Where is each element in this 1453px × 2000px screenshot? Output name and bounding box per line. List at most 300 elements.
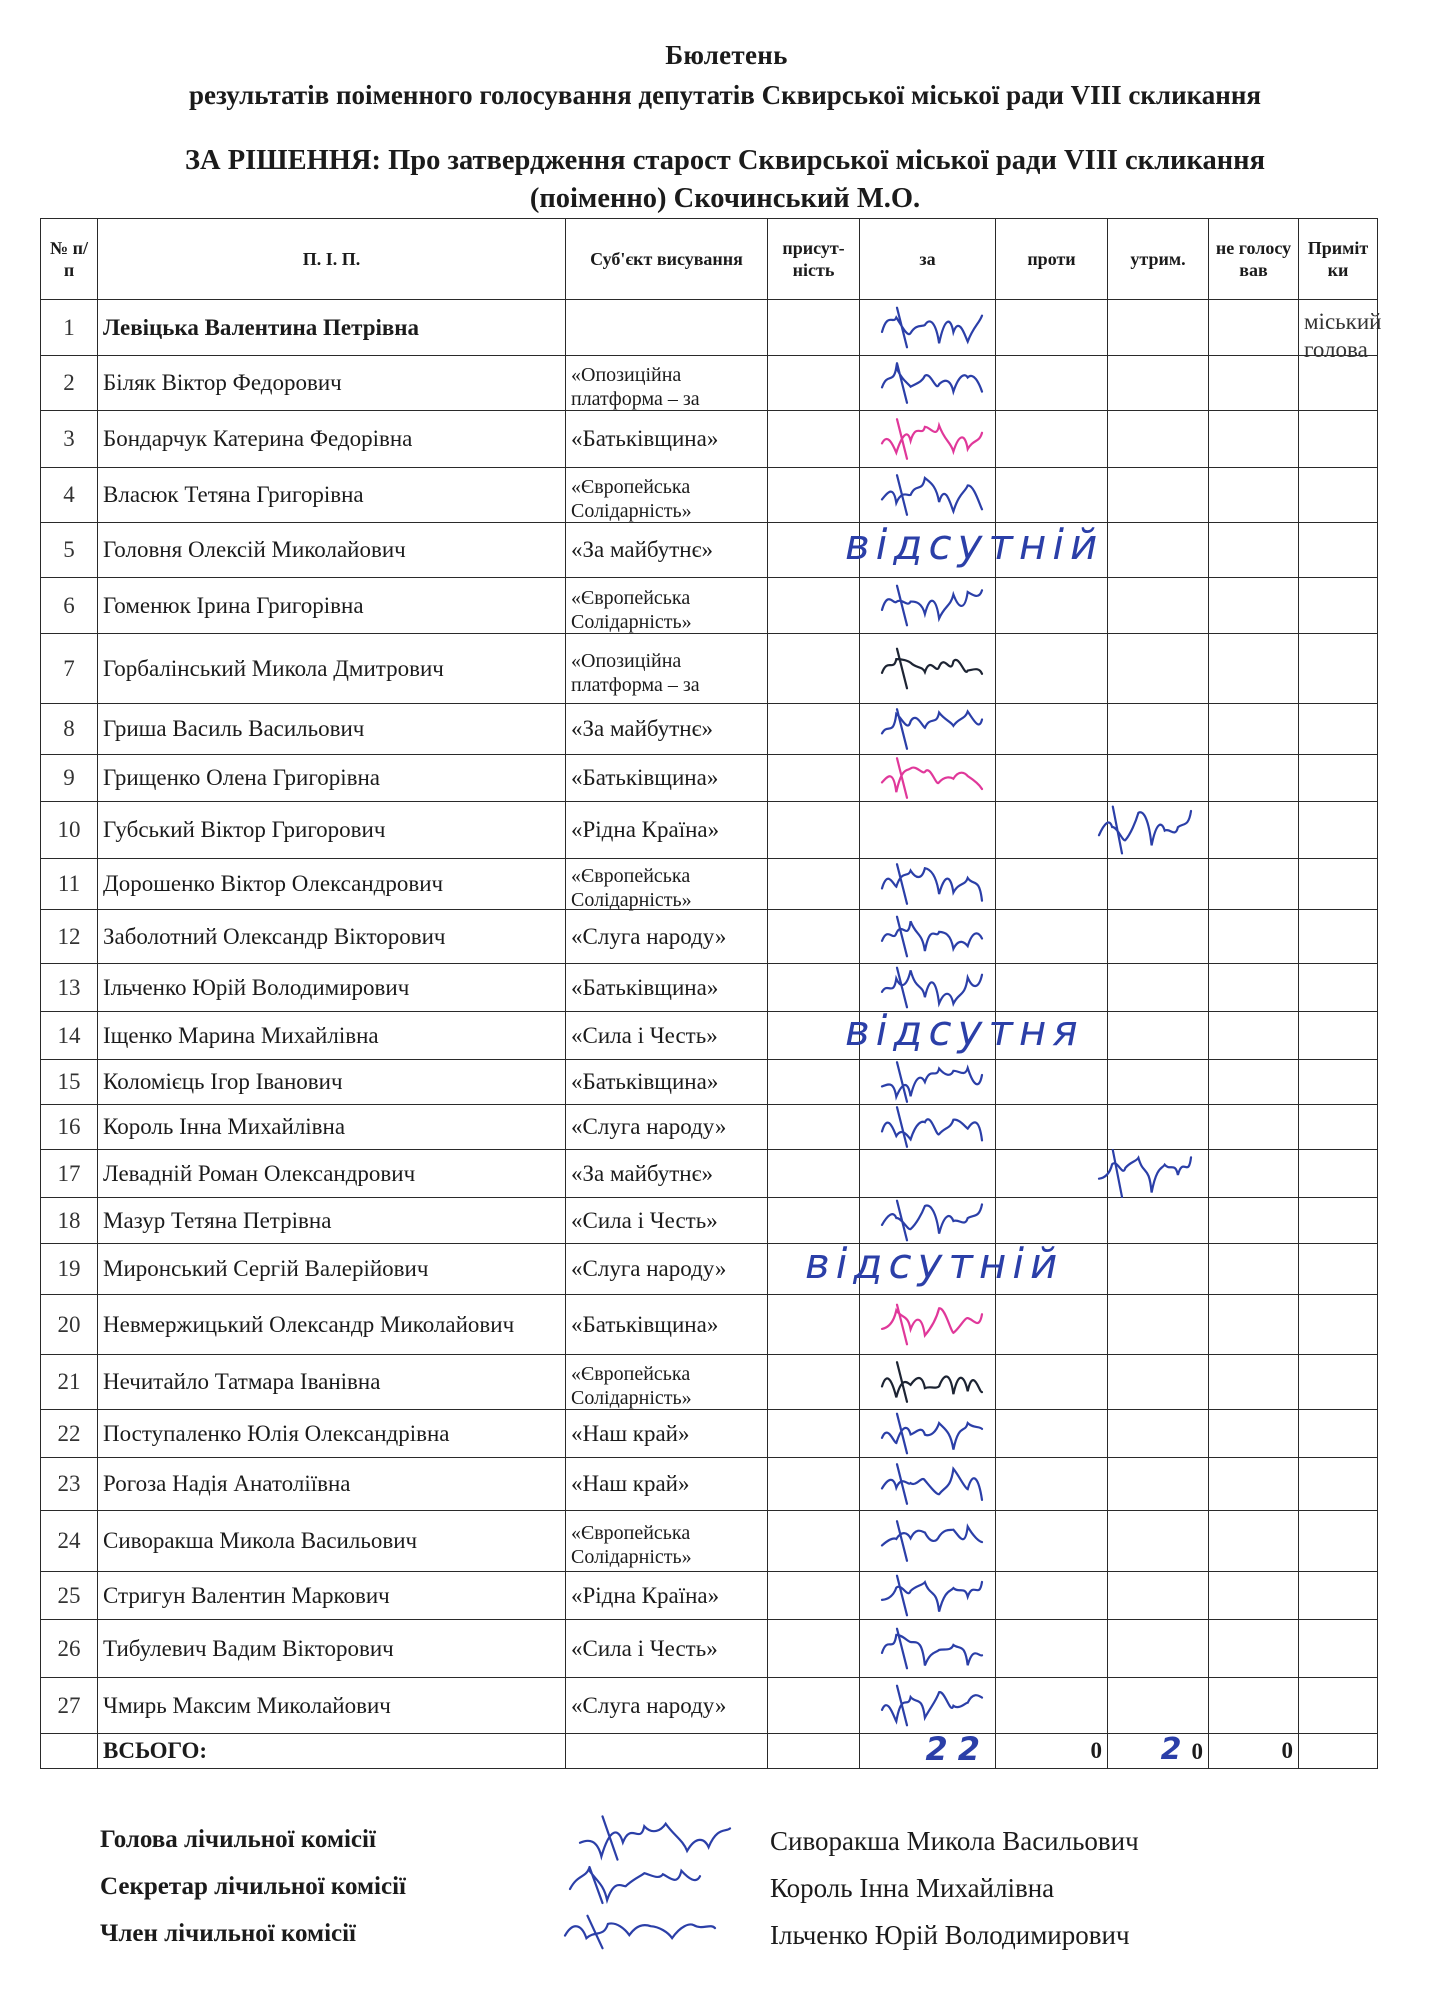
row-against xyxy=(996,300,1108,356)
row-not-voted xyxy=(1209,859,1299,910)
row-name-text: Біляк Віктор Федорович xyxy=(103,370,342,395)
row-against xyxy=(996,1620,1108,1678)
row-name xyxy=(98,1511,566,1572)
row-abstain xyxy=(1108,1355,1209,1410)
row-party xyxy=(566,910,768,964)
row-party xyxy=(566,523,768,578)
row-name-text: Рогоза Надія Анатоліївна xyxy=(103,1471,351,1496)
row-present xyxy=(768,1295,860,1355)
row-for xyxy=(860,356,996,411)
col-party-header: Суб'єкт висування xyxy=(566,219,768,300)
row-against xyxy=(996,1572,1108,1620)
row-name xyxy=(98,468,566,523)
row-present xyxy=(768,356,860,411)
row-name-text: Левадній Роман Олександрович xyxy=(103,1160,416,1186)
row-present xyxy=(768,578,860,634)
row-party-text: «Слуга народу» xyxy=(571,923,727,949)
row-name xyxy=(98,859,566,910)
row-abstain xyxy=(1108,802,1209,859)
row-num xyxy=(41,964,98,1012)
row-not-voted xyxy=(1209,356,1299,411)
row-party xyxy=(566,356,768,411)
row-for xyxy=(860,1150,996,1198)
row-for xyxy=(860,859,996,910)
row-num xyxy=(41,1012,98,1060)
table-row xyxy=(41,1572,1378,1620)
col-present-header: присут-ність xyxy=(768,219,860,300)
row-party-text: «За майбутнє» xyxy=(571,537,713,562)
col-for-header: за xyxy=(860,219,996,300)
secretary-name: Король Інна Михайлівна xyxy=(770,1873,1055,1903)
row-name-text: Гриша Василь Васильович xyxy=(103,716,365,741)
row-present xyxy=(768,1678,860,1734)
row-num xyxy=(41,859,98,910)
row-note-text: міський голова xyxy=(1304,308,1382,362)
col-name-header: П. І. П. xyxy=(98,219,566,300)
row-abstain xyxy=(1108,1511,1209,1572)
row-present xyxy=(768,802,860,859)
row-note xyxy=(1299,1198,1378,1244)
col-abstain-header: утрим. xyxy=(1108,219,1209,300)
row-num xyxy=(41,1105,98,1150)
member-role: Член лічильної комісії xyxy=(100,1920,357,1947)
row-against xyxy=(996,1295,1108,1355)
row-num-text: 8 xyxy=(63,716,75,741)
chair-name: Сиворакша Микола Васильович xyxy=(770,1826,1139,1856)
row-num-text: 24 xyxy=(57,1528,81,1553)
row-party xyxy=(566,1678,768,1734)
row-name xyxy=(98,1620,566,1678)
row-party xyxy=(566,1198,768,1244)
row-name xyxy=(98,1295,566,1355)
row-name xyxy=(98,1060,566,1105)
row-party xyxy=(566,704,768,755)
row-for xyxy=(860,1678,996,1734)
row-against xyxy=(996,910,1108,964)
row-not-voted xyxy=(1209,1150,1299,1198)
row-party-text: «Європейська Солідарність» xyxy=(571,586,692,633)
row-note xyxy=(1299,755,1378,802)
row-not-voted xyxy=(1209,1012,1299,1060)
row-num-text: 26 xyxy=(57,1635,81,1661)
row-num xyxy=(41,1620,98,1678)
row-num xyxy=(41,1244,98,1295)
row-name xyxy=(98,755,566,802)
row-name-text: Сиворакша Микола Васильович xyxy=(103,1528,418,1553)
row-present xyxy=(768,1198,860,1244)
row-present xyxy=(768,634,860,704)
row-abstain xyxy=(1108,910,1209,964)
row-num-text: 15 xyxy=(57,1069,81,1094)
row-party xyxy=(566,634,768,704)
total-present-cell xyxy=(768,1734,860,1769)
row-party xyxy=(566,1458,768,1511)
row-name xyxy=(98,704,566,755)
row-for xyxy=(860,704,996,755)
row-party-text: «Слуга народу» xyxy=(571,1114,727,1139)
row-party xyxy=(566,1012,768,1060)
row-name-text: Поступаленко Юлія Олександрівна xyxy=(103,1420,450,1446)
row-party-text: «Батьківщина» xyxy=(571,1069,719,1094)
row-name xyxy=(98,634,566,704)
table-row xyxy=(41,1105,1378,1150)
row-not-voted xyxy=(1209,1105,1299,1150)
absent-note-row-19: відсутній xyxy=(805,1239,1064,1288)
row-present xyxy=(768,1355,860,1410)
row-num-text: 11 xyxy=(57,871,81,896)
row-not-voted xyxy=(1209,755,1299,802)
row-not-voted xyxy=(1209,802,1299,859)
row-note xyxy=(1299,1150,1378,1198)
row-against xyxy=(996,964,1108,1012)
row-for xyxy=(860,1511,996,1572)
row-party-text: «Рідна Країна» xyxy=(571,817,720,842)
row-present xyxy=(768,1410,860,1458)
row-for xyxy=(860,910,996,964)
row-abstain xyxy=(1108,1150,1209,1198)
total-party-cell xyxy=(566,1734,768,1769)
row-party xyxy=(566,1511,768,1572)
row-against xyxy=(996,1060,1108,1105)
row-against xyxy=(996,1150,1108,1198)
row-num xyxy=(41,634,98,704)
row-num xyxy=(41,356,98,411)
row-num-text: 21 xyxy=(57,1369,81,1394)
row-present xyxy=(768,300,860,356)
row-party-text: «Батьківщина» xyxy=(571,974,719,1000)
row-abstain xyxy=(1108,1244,1209,1295)
col-note-header: Приміт ки xyxy=(1299,219,1378,300)
table-row xyxy=(41,704,1378,755)
row-num-text: 2 xyxy=(63,370,75,395)
voting-table xyxy=(40,218,1382,1769)
row-not-voted xyxy=(1209,1198,1299,1244)
row-name-text: Король Інна Михайлівна xyxy=(103,1114,346,1139)
row-note xyxy=(1299,1410,1378,1458)
row-abstain xyxy=(1108,634,1209,704)
row-name-text: Тибулевич Вадим Вікторович xyxy=(103,1635,394,1661)
total-for-cell xyxy=(860,1730,996,1769)
row-num xyxy=(41,755,98,802)
row-name-text: Чмирь Максим Миколайович xyxy=(103,1692,391,1718)
row-party xyxy=(566,578,768,634)
row-not-voted xyxy=(1209,1410,1299,1458)
row-present xyxy=(768,859,860,910)
row-for xyxy=(860,755,996,802)
row-party xyxy=(566,468,768,523)
row-party-text: «Європейська Солідарність» xyxy=(571,865,692,911)
row-party-text: «Слуга народу» xyxy=(571,1692,727,1718)
row-for xyxy=(860,468,996,523)
row-note xyxy=(1299,523,1378,578)
row-name xyxy=(98,802,566,859)
signature-secretary xyxy=(570,1867,700,1903)
table-row xyxy=(41,1511,1378,1572)
row-name xyxy=(98,1105,566,1150)
row-name-text: Левіцька Валентина Петрівна xyxy=(103,314,420,340)
row-party-text: «Батьківщина» xyxy=(571,426,719,451)
row-num xyxy=(41,523,98,578)
table-row xyxy=(41,755,1378,802)
row-against xyxy=(996,1458,1108,1511)
row-party-text: «За майбутнє» xyxy=(571,1160,713,1186)
col-not-voted-header: не голосу вав xyxy=(1209,219,1299,300)
row-present xyxy=(768,1150,860,1198)
row-party xyxy=(566,1295,768,1355)
row-num xyxy=(41,1060,98,1105)
row-num xyxy=(41,1572,98,1620)
row-note xyxy=(1299,1244,1378,1295)
row-abstain xyxy=(1108,523,1209,578)
row-name-text: Мазур Тетяна Петрівна xyxy=(103,1207,332,1233)
row-not-voted xyxy=(1209,523,1299,578)
row-num-text: 20 xyxy=(57,1311,81,1337)
row-against xyxy=(996,755,1108,802)
table-row xyxy=(41,1678,1378,1734)
row-note xyxy=(1299,859,1378,910)
row-note xyxy=(1299,1060,1378,1105)
row-name-text: Бондарчук Катерина Федорівна xyxy=(103,426,413,451)
row-party xyxy=(566,1410,768,1458)
table-row xyxy=(41,910,1378,964)
row-abstain xyxy=(1108,1572,1209,1620)
row-for xyxy=(860,634,996,704)
row-num-text: 14 xyxy=(57,1022,81,1048)
row-num-text: 17 xyxy=(57,1160,81,1186)
row-num-text: 22 xyxy=(57,1420,81,1446)
row-num-text: 18 xyxy=(57,1207,81,1233)
row-party xyxy=(566,1572,768,1620)
row-abstain xyxy=(1108,1678,1209,1734)
row-against xyxy=(996,1355,1108,1410)
row-against xyxy=(996,1198,1108,1244)
table-row xyxy=(41,1458,1378,1511)
row-num xyxy=(41,300,98,356)
row-num-text: 12 xyxy=(57,923,81,949)
row-note xyxy=(1299,1572,1378,1620)
row-against xyxy=(996,356,1108,411)
table-row xyxy=(41,964,1378,1012)
row-for xyxy=(860,578,996,634)
row-name-text: Дорошенко Віктор Олександрович xyxy=(103,871,444,896)
row-abstain xyxy=(1108,356,1209,411)
row-num-text: 27 xyxy=(57,1692,81,1718)
total-against: 0 xyxy=(996,1734,1108,1769)
row-num-text: 23 xyxy=(57,1471,81,1496)
table-row xyxy=(41,578,1378,634)
row-party-text: «Рідна Країна» xyxy=(571,1582,720,1608)
row-abstain xyxy=(1108,1198,1209,1244)
row-name-text: Ільченко Юрій Володимирович xyxy=(103,974,410,1000)
total-abstain-handwritten: 2 xyxy=(1160,1732,1182,1767)
row-for xyxy=(860,1458,996,1511)
total-row xyxy=(41,1734,1378,1769)
row-against xyxy=(996,1105,1108,1150)
row-note xyxy=(1299,578,1378,634)
table-row xyxy=(41,634,1378,704)
row-for xyxy=(860,1355,996,1410)
row-present xyxy=(768,704,860,755)
row-present xyxy=(768,1572,860,1620)
table-row xyxy=(41,1410,1378,1458)
row-num xyxy=(41,1150,98,1198)
row-num-text: 9 xyxy=(63,765,75,790)
row-note xyxy=(1299,468,1378,523)
total-abstain-cell xyxy=(1108,1734,1209,1769)
row-party xyxy=(566,1620,768,1678)
bulletin-title: Бюлетень xyxy=(665,40,788,70)
row-name xyxy=(98,411,566,468)
row-abstain xyxy=(1108,1105,1209,1150)
row-name xyxy=(98,1410,566,1458)
row-present xyxy=(768,964,860,1012)
row-abstain xyxy=(1108,1295,1209,1355)
table-row xyxy=(41,1150,1378,1198)
row-num xyxy=(41,1458,98,1511)
row-not-voted xyxy=(1209,704,1299,755)
row-party xyxy=(566,802,768,859)
row-num xyxy=(41,802,98,859)
row-party-text: «Сила і Честь» xyxy=(571,1207,718,1233)
row-num xyxy=(41,578,98,634)
decision-heading xyxy=(60,142,1390,218)
row-party xyxy=(566,755,768,802)
row-party-text: «Опозиційна платформа – за xyxy=(571,649,700,696)
row-name-text: Миронський Сергій Валерійович xyxy=(103,1256,429,1281)
row-present xyxy=(768,755,860,802)
row-party-text: «Слуга народу» xyxy=(571,1256,727,1281)
table-row xyxy=(41,802,1378,859)
row-num xyxy=(41,411,98,468)
row-note xyxy=(1299,1355,1378,1410)
row-abstain xyxy=(1108,1410,1209,1458)
row-not-voted xyxy=(1209,964,1299,1012)
row-for xyxy=(860,300,996,356)
row-abstain xyxy=(1108,704,1209,755)
row-note xyxy=(1299,1620,1378,1678)
row-note xyxy=(1299,1012,1378,1060)
row-num-text: 3 xyxy=(63,426,75,451)
row-name xyxy=(98,1244,566,1295)
row-num xyxy=(41,1410,98,1458)
row-num xyxy=(41,1295,98,1355)
row-name xyxy=(98,356,566,411)
row-for xyxy=(860,1060,996,1105)
member-name: Ільченко Юрій Володимирович xyxy=(770,1920,1130,1950)
row-not-voted xyxy=(1209,468,1299,523)
row-num xyxy=(41,1355,98,1410)
total-for-value: 22 xyxy=(925,1730,990,1768)
row-for xyxy=(860,1410,996,1458)
row-note xyxy=(1299,1105,1378,1150)
row-num xyxy=(41,468,98,523)
table-row xyxy=(41,1355,1378,1410)
row-num xyxy=(41,1511,98,1572)
row-party xyxy=(566,1150,768,1198)
row-party xyxy=(566,1244,768,1295)
table-row xyxy=(41,523,1378,578)
table-row xyxy=(41,1620,1378,1678)
col-against-header: проти xyxy=(996,219,1108,300)
row-name-text: Губський Віктор Григорович xyxy=(103,817,386,842)
row-party-text: «Європейська Солідарність» xyxy=(571,1522,692,1568)
row-party-text: «Наш край» xyxy=(571,1420,690,1446)
chair-role: Голова лічильної комісії xyxy=(100,1826,376,1853)
row-name xyxy=(98,523,566,578)
row-against xyxy=(996,1511,1108,1572)
row-note xyxy=(1299,910,1378,964)
row-abstain xyxy=(1108,411,1209,468)
row-abstain xyxy=(1108,755,1209,802)
row-party-text: «Батьківщина» xyxy=(571,1311,719,1337)
table-row xyxy=(41,1012,1378,1060)
row-not-voted xyxy=(1209,1572,1299,1620)
total-num-cell xyxy=(41,1734,98,1769)
row-party-text: «За майбутнє» xyxy=(571,716,713,741)
row-party xyxy=(566,300,768,356)
row-against xyxy=(996,1678,1108,1734)
row-name xyxy=(98,1458,566,1511)
row-abstain xyxy=(1108,964,1209,1012)
row-note xyxy=(1299,704,1378,755)
row-num-text: 25 xyxy=(57,1582,81,1608)
row-name-text: Головня Олексій Миколайович xyxy=(103,537,406,562)
row-name-text: Іщенко Марина Михайлівна xyxy=(103,1022,379,1048)
row-abstain xyxy=(1108,300,1209,356)
row-name-text: Гоменюк Ірина Григорівна xyxy=(103,592,364,618)
table-row xyxy=(41,411,1378,468)
row-abstain xyxy=(1108,1458,1209,1511)
row-not-voted xyxy=(1209,1511,1299,1572)
row-abstain xyxy=(1108,859,1209,910)
row-name-text: Коломієць Ігор Іванович xyxy=(103,1069,343,1094)
row-name xyxy=(98,1355,566,1410)
row-name-text: Невмержицький Олександр Миколайович xyxy=(103,1311,515,1337)
total-not-voted: 0 xyxy=(1209,1734,1299,1769)
row-name-text: Стригун Валентин Маркович xyxy=(103,1582,390,1608)
row-party xyxy=(566,964,768,1012)
row-note xyxy=(1299,1511,1378,1572)
col-num-header: № п/п xyxy=(41,219,98,300)
secretary-role: Секретар лічильної комісії xyxy=(100,1873,406,1900)
row-not-voted xyxy=(1209,411,1299,468)
row-num-text: 7 xyxy=(63,655,75,681)
row-num-text: 4 xyxy=(63,482,75,507)
row-present xyxy=(768,1620,860,1678)
row-name xyxy=(98,1678,566,1734)
table-header-row xyxy=(41,219,1378,300)
row-note xyxy=(1299,964,1378,1012)
row-num-text: 19 xyxy=(57,1256,81,1281)
row-name xyxy=(98,1012,566,1060)
row-present xyxy=(768,411,860,468)
row-party-text: «Батьківщина» xyxy=(571,765,719,790)
row-name-text: Заболотний Олександр Вікторович xyxy=(103,923,446,949)
row-present xyxy=(768,1458,860,1511)
row-abstain xyxy=(1108,1060,1209,1105)
row-not-voted xyxy=(1209,1060,1299,1105)
row-not-voted xyxy=(1209,578,1299,634)
row-note xyxy=(1299,1458,1378,1511)
row-name xyxy=(98,300,566,356)
row-not-voted xyxy=(1209,1678,1299,1734)
row-not-voted xyxy=(1209,1458,1299,1511)
row-num-text: 10 xyxy=(57,817,81,842)
row-party xyxy=(566,859,768,910)
row-abstain xyxy=(1108,468,1209,523)
total-abstain: 0 xyxy=(1191,1739,1203,1764)
row-note xyxy=(1299,802,1378,859)
